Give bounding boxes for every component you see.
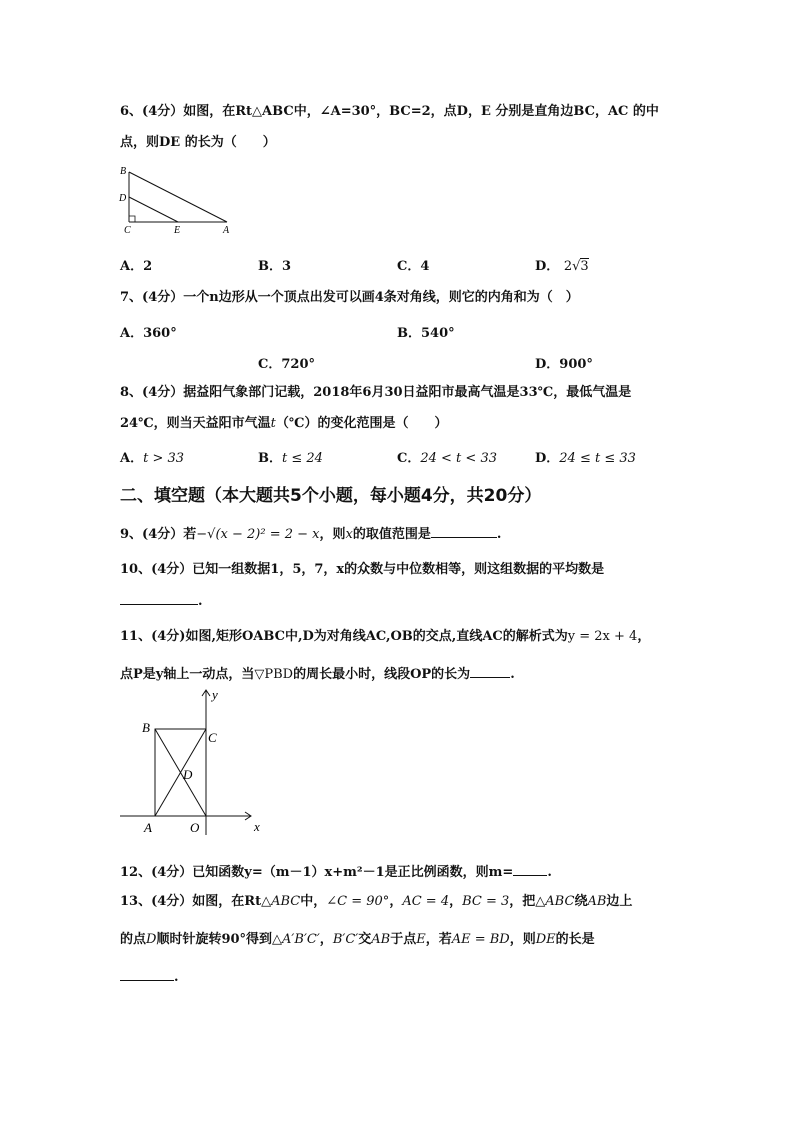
q10-text: 10、(4分）已知一组数据1，5，7，x的众数与中位数相等，则这组数据的平均数是 xyxy=(120,562,605,577)
q8-option-c-math: 24 < t < 33 xyxy=(420,451,497,466)
q8-option-d-label: D． xyxy=(535,451,560,466)
q8-option-a[interactable] xyxy=(120,447,184,466)
q13-c3: BC = 3 xyxy=(462,894,510,909)
q13-bc: B′C′ xyxy=(332,932,359,947)
q11-label-x: x xyxy=(254,819,260,834)
q9-radical: (x − 2)² = 2 − x xyxy=(215,527,320,542)
q13-tri2: △ABC xyxy=(535,894,575,909)
q6-label-e: E xyxy=(174,225,181,236)
q11-text-line1-a: 11、(4分)如图,矩形OABC中,D为对角线AC,OB的交点,直线AC的解析式为 xyxy=(120,629,568,644)
q13-t2d: 于点 xyxy=(390,932,417,947)
q12-answer-blank[interactable] xyxy=(513,863,547,876)
q8-option-b-label: B． xyxy=(258,451,282,466)
q13-t1c: ，把 xyxy=(509,894,536,909)
q13-ab1: AB xyxy=(587,894,607,909)
q13-e: E xyxy=(416,932,426,947)
q11-text-line2: 点P是y轴上一动点，当▽PBD的周长最小时，线段OP的长为 . xyxy=(120,667,515,682)
q12-text-main: 12、(4分）已知函数y=（m－1）x+m²－1是正比例函数，则m= xyxy=(120,865,514,880)
q7-option-b[interactable]: B．540° xyxy=(397,326,455,341)
q13-t1b: 中， xyxy=(300,894,327,909)
q11-label-d: D xyxy=(183,767,193,782)
q7-option-d[interactable]: D．900° xyxy=(535,357,593,372)
q8-option-b-math: t ≤ 24 xyxy=(282,451,323,466)
q13-de: DE xyxy=(535,932,556,947)
q7-text: 7、(4分）一个n边形从一个顶点出发可以画4条对角线，则它的内角和为（ ） xyxy=(120,290,579,305)
q6-label-b: B xyxy=(120,166,127,177)
q9-prefix: 9、(4分）若 xyxy=(120,527,197,542)
q6-label-a: A xyxy=(223,225,230,236)
q10-answer-line: . xyxy=(120,592,203,610)
q6-option-b[interactable]: B．3 xyxy=(258,259,292,274)
q9-mid: ，则 xyxy=(319,527,346,542)
q11-label-y: y xyxy=(212,687,218,702)
q12-text: 12、(4分）已知函数y=（m－1）x+m²－1是正比例函数，则m= . xyxy=(120,865,552,880)
q7-option-a[interactable]: A．360° xyxy=(120,326,177,341)
q11-label-c: C xyxy=(208,730,217,745)
q9-minus: − xyxy=(196,527,208,542)
q6-side-ab xyxy=(129,172,227,222)
q8-option-b[interactable] xyxy=(258,447,323,466)
q13-t1d: 绕 xyxy=(574,894,588,909)
q13-c1: ∠C = 90° xyxy=(326,894,390,909)
q11-tri: ▽PBD xyxy=(254,667,294,682)
q8-option-c[interactable] xyxy=(397,447,497,466)
q11-formula: y = 2x + 4 xyxy=(567,629,638,644)
q11-text-line1: 11、(4分)如图,矩形OABC中,D为对角线AC,OB的交点,直线AC的解析式为y = 2x + 4， xyxy=(120,629,651,644)
q11-label-a: A xyxy=(144,820,152,835)
q6-option-d-coef: 2 xyxy=(563,259,573,274)
q13-t1a: 13、(4分）如图，在Rt xyxy=(120,894,262,909)
q11-answer-blank[interactable] xyxy=(470,665,510,678)
q6-option-d-radicand: 3 xyxy=(580,259,589,274)
q7-option-c[interactable]: C．720° xyxy=(258,357,315,372)
q9-sqrt-sign: √ xyxy=(207,527,216,542)
q6-right-angle-mark xyxy=(129,216,135,222)
q6-text-line2: 点，则DE 的长为（ ） xyxy=(120,135,276,150)
q13-t2b: 顺时针旋转90°得到 xyxy=(156,932,273,947)
q8-option-d[interactable] xyxy=(535,447,636,466)
q10-answer-blank[interactable] xyxy=(120,592,198,605)
q6-segment-de xyxy=(129,197,178,222)
q11-label-b: B xyxy=(142,720,150,735)
q13-t2g: 的长是 xyxy=(555,932,595,947)
q6-text-line1: 6、(4分）如图，在Rt△ABC中，∠A=30°，BC=2，点D，E 分别是直角边BC，AC 的中 xyxy=(120,104,659,119)
q13-t2e: ，若 xyxy=(425,932,452,947)
q9-answer-blank[interactable] xyxy=(431,525,497,538)
q13-t2a: 的点 xyxy=(120,932,147,947)
q11-rectangle-figure xyxy=(118,685,278,840)
q11-text-line2-b: 的周长最小时，线段OP的长为 xyxy=(293,667,471,682)
q6-option-a[interactable]: A．2 xyxy=(120,259,153,274)
q6-option-d-sqrt: √3 xyxy=(572,259,589,274)
q6-label-d: D xyxy=(119,193,127,204)
q9-var-x: x xyxy=(345,527,353,542)
q6-option-d-label: D． xyxy=(535,259,560,274)
q13-d: D xyxy=(146,932,157,947)
section-2-heading: 二、填空题（本大题共5个小题，每小题4分，共20分） xyxy=(120,486,542,506)
q8-var-t: t xyxy=(270,416,276,431)
q8-option-a-math: t > 33 xyxy=(143,451,185,466)
q13-answer-line: . xyxy=(120,968,179,986)
q8-option-c-label: C． xyxy=(397,451,421,466)
q13-answer-blank[interactable] xyxy=(120,968,174,981)
q13-eq: AE = BD xyxy=(451,932,510,947)
q8-option-a-label: A． xyxy=(120,451,144,466)
q13-text-line2: 的点D顺时针旋转90°得到△A′B′C′，B′C′交AB于点E，若AE = BD，则DE的长是 xyxy=(120,932,595,947)
q11-label-o: O xyxy=(190,820,200,835)
q13-t2f: ，则 xyxy=(509,932,536,947)
q13-tri1: △ABC xyxy=(261,894,301,909)
q8-text-line2-b: （℃）的变化范围是（ ） xyxy=(275,416,448,431)
q6-triangle-figure xyxy=(112,160,242,236)
q6-option-d[interactable] xyxy=(535,255,589,274)
q6-option-c[interactable]: C．4 xyxy=(397,259,430,274)
q8-text-line1: 8、(4分）据益阳气象部门记载，2018年6月30日益阳市最高气温是33℃，最低气温是 xyxy=(120,385,632,400)
q13-ab2: AB xyxy=(371,932,391,947)
q13-tri3: △A′B′C′ xyxy=(272,932,320,947)
q6-label-c: C xyxy=(124,225,131,236)
q9-suffix: 的取值范围是 xyxy=(352,527,431,542)
q8-text-line2-a: 24℃，则当天益阳市气温 xyxy=(120,416,271,431)
q13-text-line1: 13、(4分）如图，在Rt△ABC中，∠C = 90°，AC = 4，BC = 3，把△ABC绕AB边上 xyxy=(120,894,633,909)
q13-t1e: 边上 xyxy=(606,894,633,909)
q8-option-d-math: 24 ≤ t ≤ 33 xyxy=(559,451,636,466)
q13-t2c: 交 xyxy=(358,932,372,947)
q11-text-line2-a: 点P是y轴上一动点，当 xyxy=(120,667,255,682)
q9-text: 9、(4分）若−√(x − 2)² = 2 − x，则x的取值范围是 . xyxy=(120,527,502,542)
q8-text-line2 xyxy=(120,416,447,432)
q13-c2: AC = 4 xyxy=(402,894,450,909)
